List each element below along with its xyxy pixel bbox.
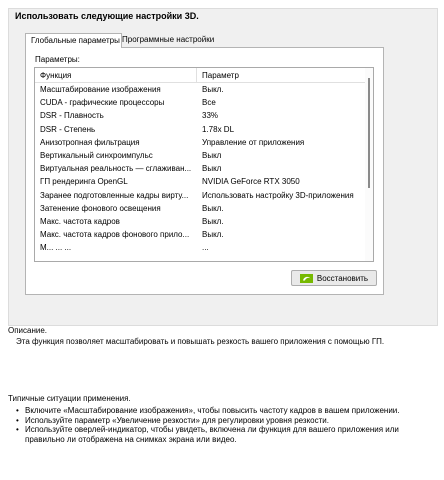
- bullet-icon: •: [16, 406, 19, 415]
- bullet-icon: •: [16, 425, 19, 434]
- table-row[interactable]: [35, 215, 365, 228]
- row-feature: Заранее подготовленные кадры вирту...: [40, 190, 189, 200]
- row-feature: Виртуальная реальность — сглаживан...: [40, 164, 192, 174]
- table-row[interactable]: [35, 202, 365, 215]
- table-row[interactable]: [35, 241, 365, 254]
- description-title: Описание.: [8, 326, 48, 335]
- column-header-setting[interactable]: Параметр: [202, 71, 239, 80]
- table-row[interactable]: [35, 83, 365, 96]
- bullet-icon: •: [16, 415, 19, 425]
- row-feature: Анизотропная фильтрация: [40, 137, 140, 147]
- vertical-scrollbar[interactable]: [365, 68, 373, 261]
- table-row[interactable]: [35, 96, 365, 109]
- tab-global-settings[interactable]: Глобальные параметры: [25, 33, 122, 48]
- row-setting: Выкл.: [202, 216, 224, 226]
- row-setting: Выкл.: [202, 203, 224, 213]
- row-feature: Макс. частота кадров: [40, 216, 120, 226]
- row-feature: М... ... ...: [40, 243, 72, 253]
- restore-button[interactable]: [291, 270, 377, 286]
- table-row[interactable]: [35, 109, 365, 122]
- column-header-feature[interactable]: Функция: [40, 71, 72, 80]
- typical-usage-title: Типичные ситуации применения.: [8, 394, 131, 403]
- row-feature: Затенение фонового освещения: [40, 203, 161, 213]
- row-setting: Выкл.: [202, 85, 224, 94]
- table-row[interactable]: [35, 162, 365, 175]
- list-item: [16, 406, 436, 416]
- column-divider[interactable]: [196, 68, 197, 82]
- list-item-text: Включите «Масштабирование изображения», чтобы повысить частоту кадров в вашем приложении.: [25, 406, 400, 415]
- list-item: [16, 425, 436, 444]
- list-item-text: Используйте оверлей-индикатор, чтобы увидеть, включена ли функция для вашего приложения или правильно ли отображена на снимках экрана или видео.: [25, 425, 399, 444]
- tab-content: [25, 47, 384, 295]
- settings-list[interactable]: [34, 67, 374, 262]
- row-setting: Выкл.: [202, 230, 224, 240]
- table-row[interactable]: [35, 136, 365, 149]
- section-title: Использовать следующие настройки 3D.: [15, 11, 199, 21]
- row-setting: Управление от приложения: [202, 137, 305, 147]
- table-row[interactable]: [35, 123, 365, 136]
- row-setting: 33%: [202, 111, 219, 121]
- row-feature: DSR - Плавность: [40, 111, 104, 121]
- table-row[interactable]: [35, 149, 365, 162]
- list-item: [16, 416, 436, 426]
- row-setting: Все: [202, 98, 216, 108]
- table-row[interactable]: [35, 189, 365, 202]
- typical-usage-list: [16, 406, 436, 444]
- row-feature: Масштабирование изображения: [40, 85, 161, 94]
- row-setting: Выкл: [202, 164, 222, 174]
- description-text: Эта функция позволяет масштабировать и повышать резкость вашего приложения с помощью ГП.: [16, 337, 385, 346]
- row-setting: Использовать настройку 3D-приложения: [202, 190, 354, 200]
- table-row[interactable]: [35, 228, 365, 241]
- row-feature: DSR - Степень: [40, 124, 96, 134]
- row-feature: Вертикальный синхроимпульс: [40, 150, 153, 160]
- table-row[interactable]: [35, 175, 365, 188]
- settings-rows: [35, 83, 365, 254]
- parameters-label: Параметры:: [35, 55, 80, 64]
- row-setting: Выкл: [202, 150, 222, 160]
- row-setting: ...: [202, 243, 209, 253]
- restore-button-label: Восстановить: [316, 273, 369, 283]
- row-feature: Макс. частота кадров фонового прило...: [40, 230, 190, 240]
- list-item-text: Используйте параметр «Увеличение резкости» для регулировки уровня резкости.: [25, 415, 329, 425]
- tab-program-settings[interactable]: Программные настройки: [122, 35, 215, 44]
- row-setting: 1.78x DL: [202, 124, 235, 134]
- list-header: [35, 68, 365, 83]
- scrollbar-thumb[interactable]: [368, 78, 370, 188]
- row-setting: NVIDIA GeForce RTX 3050: [202, 177, 300, 187]
- nvidia-logo-icon: [300, 274, 313, 283]
- row-feature: ГП рендеринга OpenGL: [40, 177, 128, 187]
- row-feature: CUDA - графические процессоры: [40, 98, 165, 108]
